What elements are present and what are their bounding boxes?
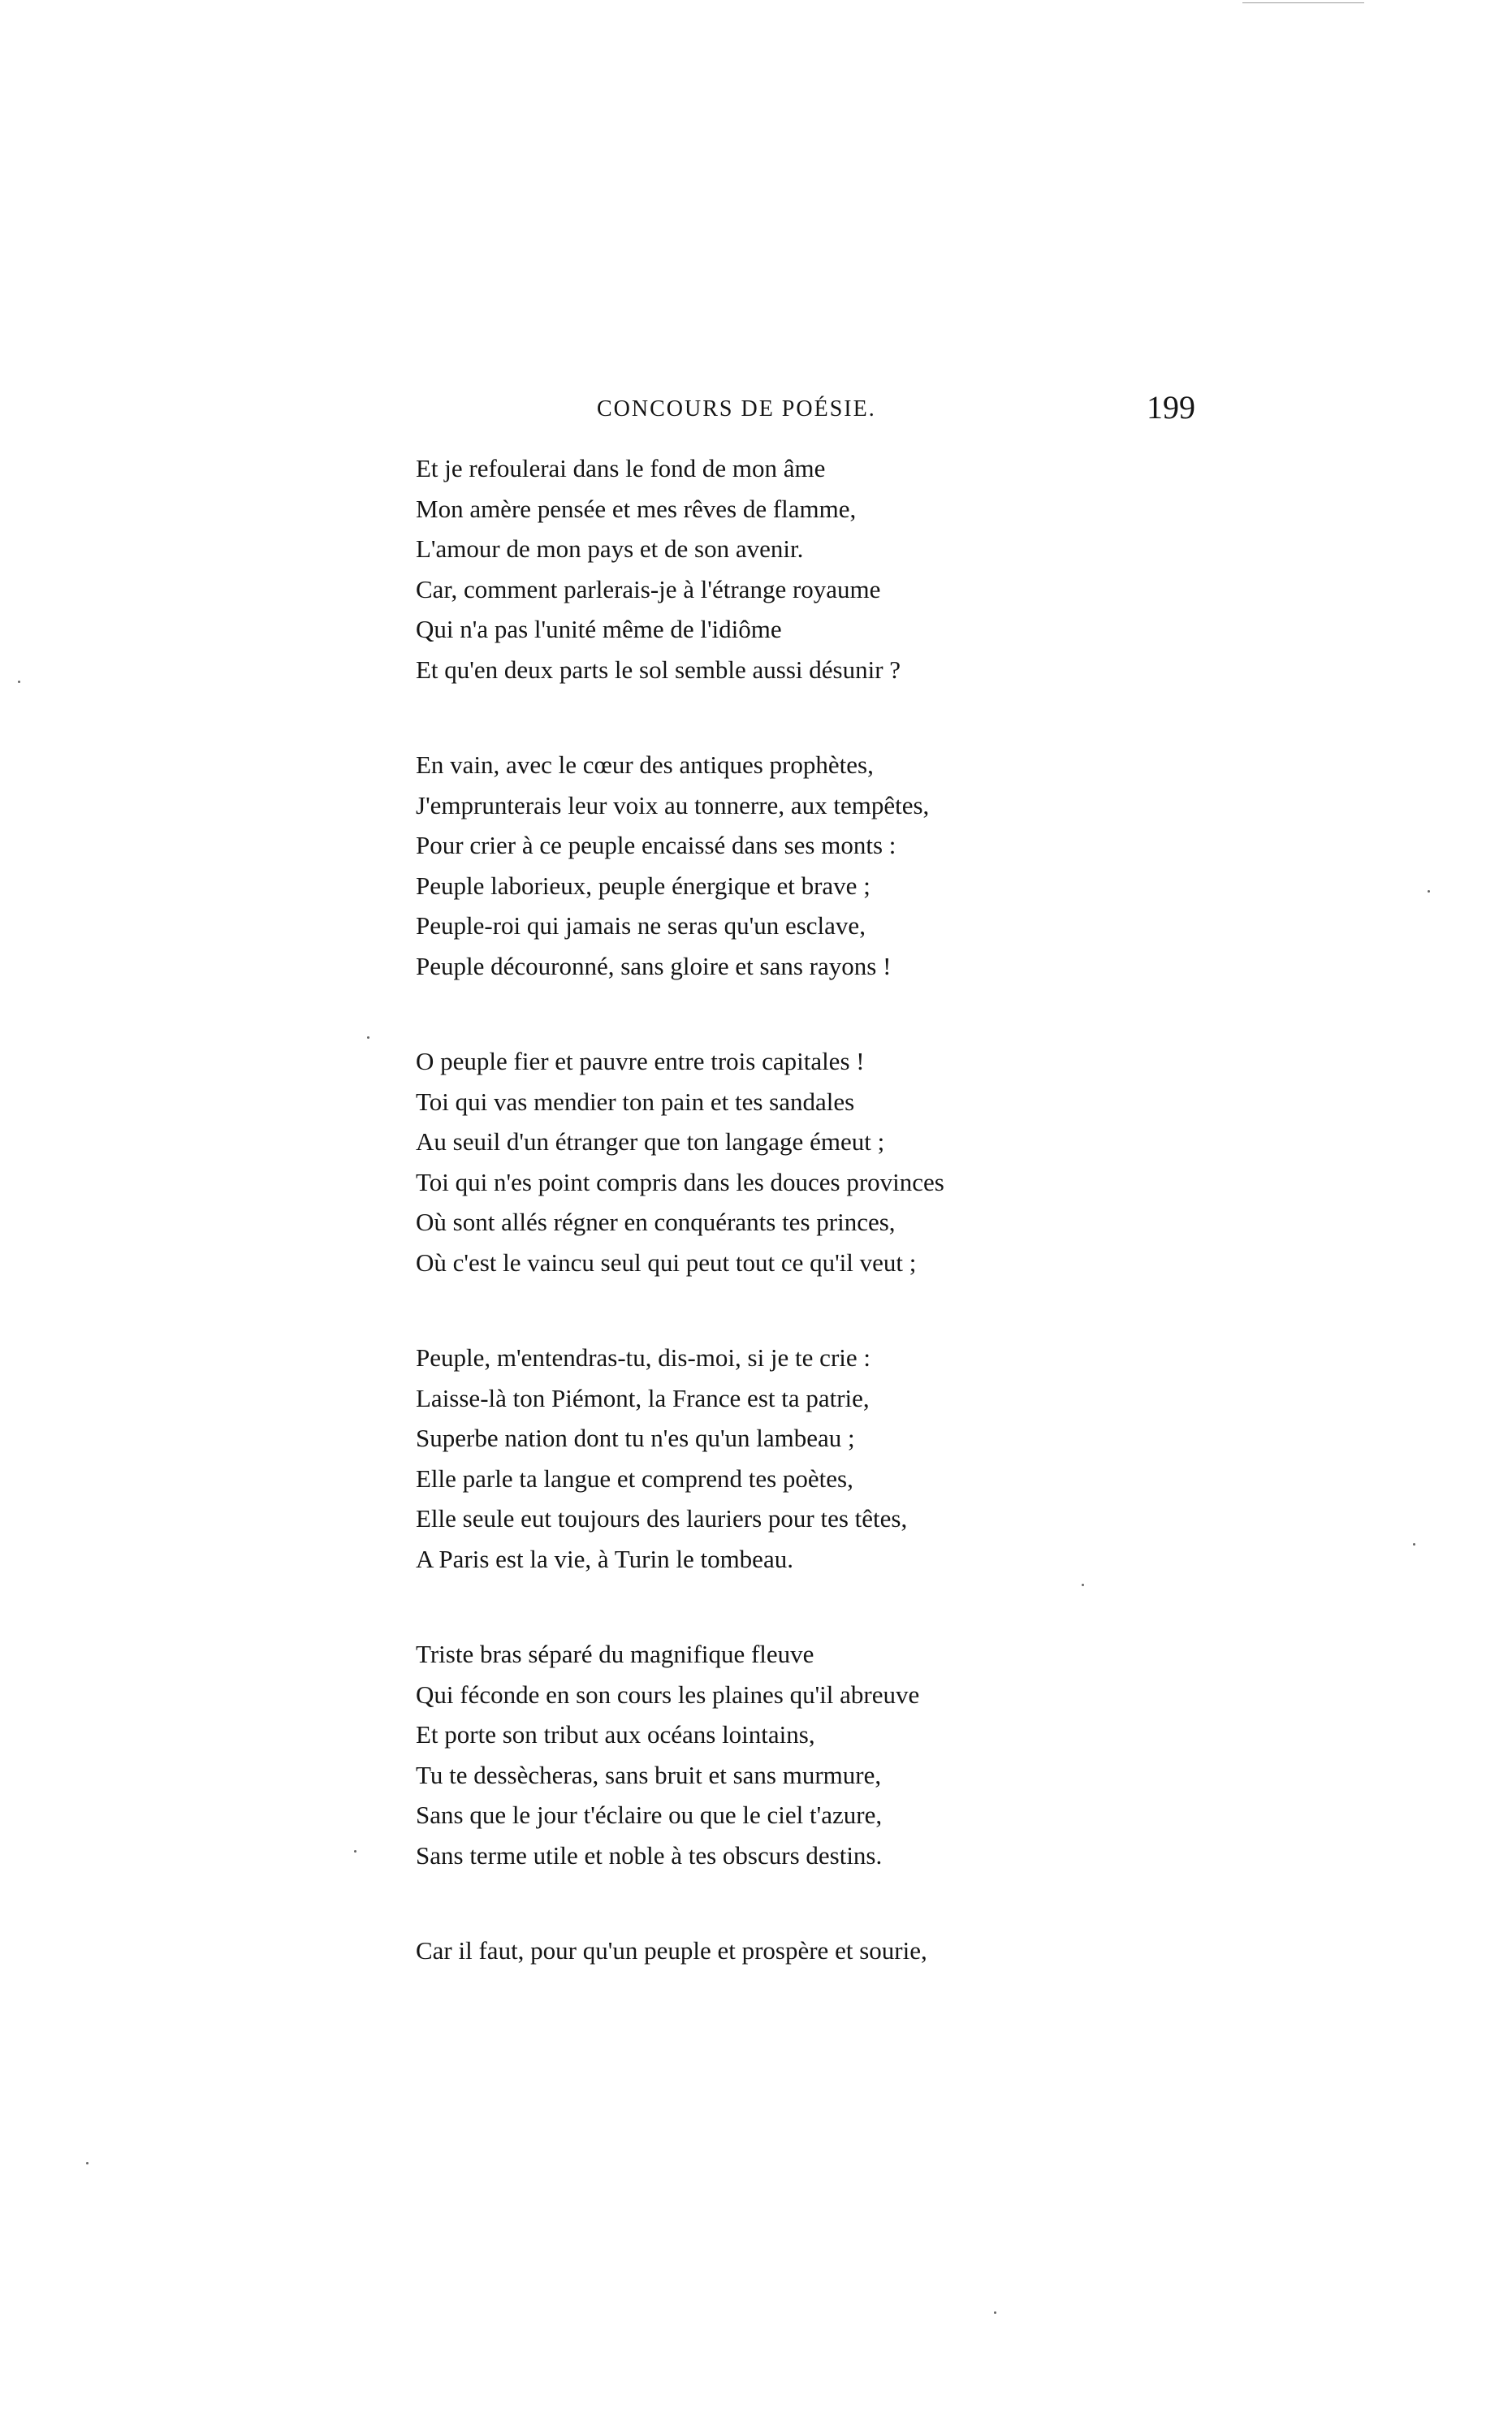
verse-line: Pour crier à ce peuple encaissé dans ses monts : [416,831,896,859]
verse-line: Triste bras séparé du magnifique fleuve [416,1640,814,1668]
verse-line: En vain, avec le cœur des antiques prophètes, [416,750,874,779]
verse-line: L'amour de mon pays et de son avenir. [416,534,804,563]
stanza [416,1634,1228,1875]
verse-line: Mon amère pensée et mes rêves de flamme, [416,494,857,523]
verse-line: J'emprunterais leur voix au tonnerre, aux tempêtes, [416,790,930,819]
scan-speck [1413,1543,1415,1546]
verse-line: Toi qui n'es point compris dans les douces provinces [416,1167,944,1196]
scan-speck [367,1036,369,1039]
verse-line: Où c'est le vaincu seul qui peut tout ce qu'il veut ; [416,1247,917,1277]
top-edge-rule [1242,2,1364,3]
verse-line: Sans que le jour t'éclaire ou que le ciel t'azure, [416,1801,883,1829]
verse-line: Peuple découronné, sans gloire et sans rayons ! [416,951,892,980]
scan-speck [1428,890,1430,893]
verse-line: Elle seule eut toujours des lauriers pour tes têtes, [416,1504,908,1533]
verse-line: Où sont allés régner en conquérants tes princes, [416,1208,896,1236]
scan-speck [994,2311,996,2314]
verse-line: Peuple, m'entendras-tu, dis-moi, si je te crie : [416,1343,870,1372]
stanza [416,1931,1228,1971]
verse-line: O peuple fier et pauvre entre trois capitales ! [416,1047,865,1075]
verse-line: Et qu'en deux parts le sol semble aussi désunir ? [416,655,901,684]
stanza [416,448,1228,690]
verse-line: Car, comment parlerais-je à l'étrange royaume [416,574,881,603]
verse-line: Sans terme utile et noble à tes obscurs destins. [416,1840,883,1870]
scan-speck [354,1850,356,1853]
verse-line: Car il faut, pour qu'un peuple et prospère et sourie, [416,1936,927,1965]
verse-line: Laisse-là ton Piémont, la France est ta patrie, [416,1383,870,1412]
verse-line: Peuple laborieux, peuple énergique et brave ; [416,871,870,900]
verse-line: Tu te dessècheras, sans bruit et sans murmure, [416,1760,882,1789]
stanza [416,1338,1228,1579]
verse-line: Qui n'a pas l'unité même de l'idiôme [416,615,782,643]
verse-line: Qui féconde en son cours les plaines qu'il abreuve [416,1680,920,1709]
verse-line: Au seuil d'un étranger que ton langage émeut ; [416,1127,885,1156]
running-head: CONCOURS DE POÉSIE. [597,396,876,422]
scan-speck [1082,1584,1084,1586]
verse-line: Et je refoulerai dans le fond de mon âme [416,454,826,482]
verse-line: A Paris est la vie, à Turin le tombeau. [416,1544,793,1573]
scan-speck [86,2162,89,2164]
page-number: 199 [1147,389,1195,426]
poem [416,448,1228,2026]
verse-line: Superbe nation dont tu n'es qu'un lambeau ; [416,1424,855,1452]
verse-line: Et porte son tribut aux océans lointains, [416,1720,815,1749]
verse-line: Elle parle ta langue et comprend tes poètes, [416,1464,853,1493]
stanza [416,745,1228,986]
verse-line: Toi qui vas mendier ton pain et tes sandales [416,1087,855,1116]
stanza [416,1041,1228,1282]
scan-speck [18,681,20,683]
verse-line: Peuple-roi qui jamais ne seras qu'un esclave, [416,911,866,940]
